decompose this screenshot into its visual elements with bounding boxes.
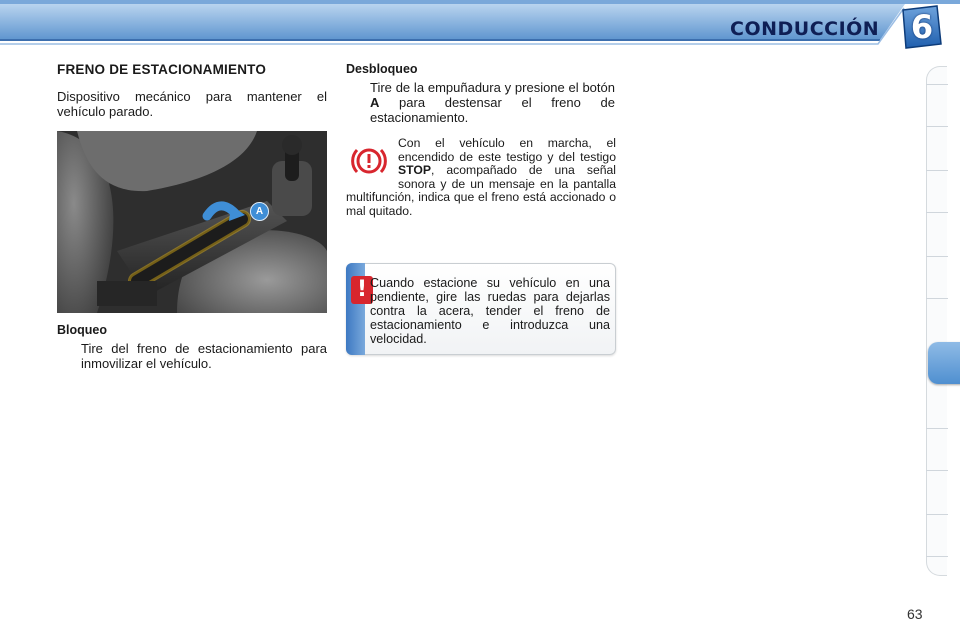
tab-divider (926, 514, 948, 515)
caution-box (346, 263, 616, 355)
tabs-edge (926, 66, 947, 576)
lock-heading: Bloqueo (57, 323, 107, 337)
unlock-text-start: Tire de la empuñadura y presione el botón (370, 80, 615, 95)
exclamation-icon: ! (351, 276, 373, 304)
tab-divider (926, 298, 948, 299)
tab-divider (926, 126, 948, 127)
tab-divider (926, 170, 948, 171)
photo-label-a: A (250, 202, 269, 221)
chapter-number: 6 (910, 8, 934, 46)
brake-warning-text (346, 137, 616, 218)
intro-text: Dispositivo mecánico para mantener el vehículo parado. (57, 89, 327, 119)
lock-text: Tire del freno de estacionamiento para inmovilizar el vehículo. (81, 341, 327, 371)
stop-label: STOP (398, 163, 431, 177)
tab-chapter-6[interactable] (928, 342, 960, 384)
chapter-title: CONDUCCIÓN (730, 18, 880, 40)
tab-divider (926, 470, 948, 471)
parking-brake-photo (57, 131, 327, 313)
tab-divider (926, 256, 948, 257)
page-header (0, 0, 960, 52)
unlock-text (370, 80, 615, 125)
button-a-label: A (370, 95, 380, 110)
warning-text-start: Con el vehículo en marcha, el encendido de este testigo y del testigo (398, 136, 616, 164)
tab-divider (926, 84, 948, 85)
caution-text: Cuando estacione su vehículo en una pendiente, gire las ruedas para dejarlas contra la acera, tender el freno de estacionamiento e introduzca una velocidad. (370, 276, 610, 346)
warning-text-end: , acompañado de una señal sonora y de un mensaje en la pantalla multifunción, indica que el freno está accionado o mal quitado. (346, 163, 616, 218)
icon-spacer (346, 137, 398, 191)
page-number: 63 (907, 606, 923, 622)
unlock-heading: Desbloqueo (346, 62, 418, 76)
tab-divider (926, 428, 948, 429)
chapter-tabs (926, 66, 960, 576)
section-title: FRENO DE ESTACIONAMIENTO (57, 62, 267, 77)
tab-divider (926, 212, 948, 213)
tab-divider (926, 556, 948, 557)
unlock-text-end: para destensar el freno de estacionamiento. (370, 95, 615, 125)
